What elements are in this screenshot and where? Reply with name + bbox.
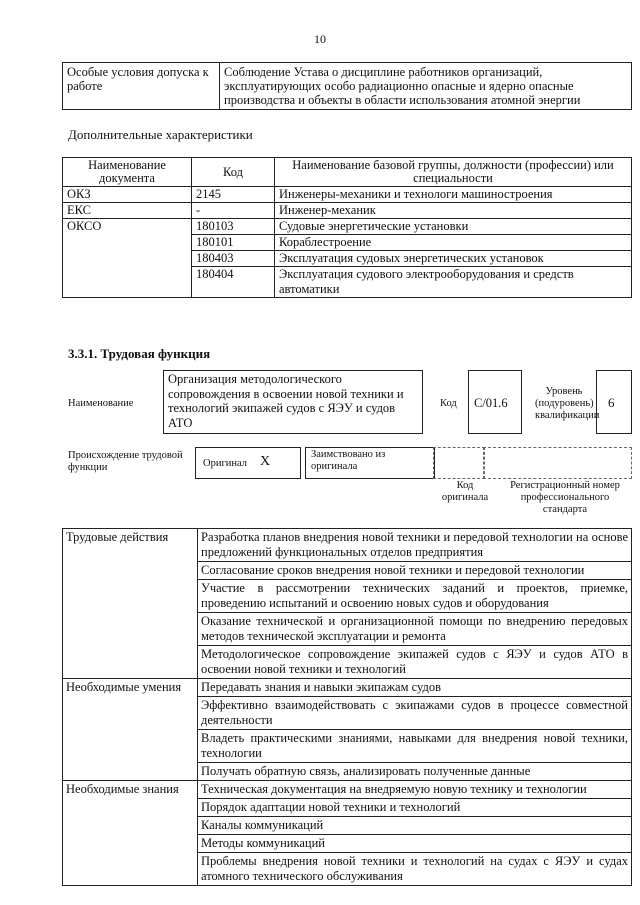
cell-code: 180103	[192, 219, 275, 235]
cell-code: 2145	[192, 187, 275, 203]
function-code: C/01.6	[474, 396, 508, 410]
table-header-row	[63, 158, 632, 187]
table-row	[63, 781, 632, 799]
skill-item: Эффективно взаимодействовать с экипажами судов в процессе совместной деятельности	[198, 697, 632, 730]
table-row	[63, 63, 632, 110]
level-value: 6	[608, 395, 615, 410]
page-number: 10	[314, 32, 326, 46]
knowledge-label: Необходимые знания	[63, 781, 198, 886]
action-item: Разработка планов внедрения новой техники и передовой технологии на основе предложений функциональных отделов предприятия	[198, 529, 632, 562]
cell-doc: ОКЗ	[63, 187, 192, 203]
cell-code: 180404	[192, 267, 275, 298]
table-row	[63, 529, 632, 562]
actions-label: Трудовые действия	[63, 529, 198, 679]
knowledge-item: Проблемы внедрения новой техники и технологий на судах с ЯЭУ и судах атомного технического обслуживания	[198, 853, 632, 886]
borrowed-label: Заимствовано из оригинала	[311, 449, 386, 472]
original-label: Оригинал	[203, 458, 247, 469]
cell-name: Эксплуатация судовых энергетических установок	[275, 251, 632, 267]
action-item: Участие в рассмотрении технических заданий и проектов, приемке, проведению испытаний и освоению новых судов и оборудования	[198, 580, 632, 613]
table-row	[63, 219, 632, 235]
action-item: Методологическое сопровождение экипажей судов с ЯЭУ и судов АТО в освоении новой техники и технологий	[198, 646, 632, 679]
additional-title: Дополнительные характеристики	[68, 127, 253, 142]
cell-doc: ЕКС	[63, 203, 192, 219]
origin-label: Происхождение трудовой функции	[68, 450, 183, 473]
cell-code: 180403	[192, 251, 275, 267]
skill-item: Передавать знания и навыки экипажам судов	[198, 679, 632, 697]
function-details-table	[62, 528, 632, 886]
knowledge-item: Порядок адаптации новой техники и технологий	[198, 799, 632, 817]
special-conditions-table	[62, 62, 632, 110]
table-row	[63, 203, 632, 219]
name-label: Наименование	[68, 398, 134, 409]
cell-name: Судовые энергетические установки	[275, 219, 632, 235]
function-name: Организация методологического сопровождения в освоении новой техники и технологий экипажей судов с ЯЭУ и судов АТО	[168, 372, 404, 430]
cell-code: -	[192, 203, 275, 219]
cell-name: Кораблестроение	[275, 235, 632, 251]
code-original-label: Код оригинала	[441, 480, 489, 503]
original-mark: X	[260, 454, 271, 469]
knowledge-item: Каналы коммуникаций	[198, 817, 632, 835]
skill-item: Владеть практическими знаниями, навыками для внедрения новой техники, технологии	[198, 730, 632, 763]
skills-label: Необходимые умения	[63, 679, 198, 781]
cell-name: Эксплуатация судового электрооборудования и средств автоматики	[275, 267, 632, 298]
cell-code: 180101	[192, 235, 275, 251]
special-conditions-value: Соблюдение Устава о дисциплине работников организаций, эксплуатирующих особо радиационно опасные и ядерно опасные производства и объекты в области использования атомной энергии	[220, 63, 632, 110]
special-conditions-label: Особые условия допуска к работе	[63, 63, 220, 110]
additional-table	[62, 157, 632, 298]
cell-name: Инженеры-механики и технологи машиностроения	[275, 187, 632, 203]
header-code: Код	[192, 158, 275, 187]
cell-name: Инженер-механик	[275, 203, 632, 219]
skill-item: Получать обратную связь, анализировать полученные данные	[198, 763, 632, 781]
table-row	[63, 679, 632, 697]
header-name: Наименование базовой группы, должности (профессии) или специальности	[275, 158, 632, 187]
action-item: Оказание технической и организационной помощи по внедрению передовых методов технической эксплуатации и ремонта	[198, 613, 632, 646]
reg-number-label: Регистрационный номер профессионального стандарта	[510, 480, 620, 515]
knowledge-item: Техническая документация на внедряемую новую технику и технологии	[198, 781, 632, 799]
code-label: Код	[440, 398, 457, 409]
table-row	[63, 187, 632, 203]
header-doc: Наименование документа	[63, 158, 192, 187]
level-label: Уровень (подуровень) квалификации	[535, 386, 600, 421]
knowledge-item: Методы коммуникаций	[198, 835, 632, 853]
cell-doc: ОКСО	[63, 219, 192, 298]
action-item: Согласование сроков внедрения новой техники и передовой технологии	[198, 562, 632, 580]
section-title: 3.3.1. Трудовая функция	[68, 346, 211, 361]
